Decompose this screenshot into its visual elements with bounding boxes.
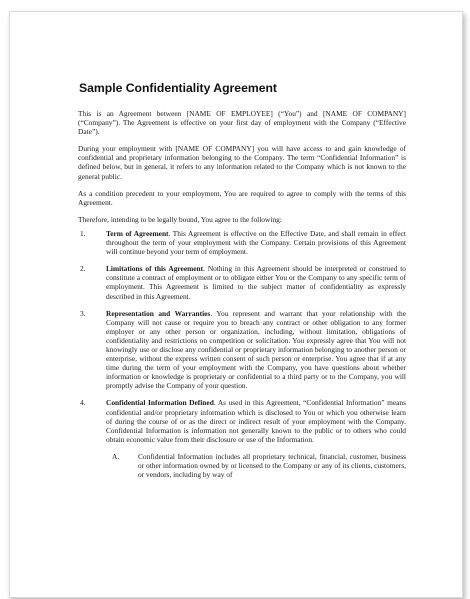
clause-number: 4. (80, 398, 86, 408)
clause-text: . You represent and warrant that your relationship with the Company will not cause or require you to breach any contract or other obligation to any former employer or any other person or organization, including, without limitation, obligations of confidentiality and restrictions on competition or solicitation. You expressly agree that You will not knowingly use or disclose any confidential or proprietary information belonging to another person or enterprise, without the express written consent of such person or enterprise. You agree that if at any time during the term of your employment with the Company, you have questions about whether information or knowledge is proprietary or confidential to a third party or to the Company, you will promptly advise the Company of your question. (106, 308, 406, 391)
clause-number: 2. (80, 264, 86, 274)
clause-text: . This Agreement is effective on the Effective Date, and shall remain in effect throughout the term of your employment with the Company. Certain provisions of this Agreement will continue beyond your term of employment. (106, 228, 406, 257)
clause-number: 1. (80, 228, 86, 238)
clause-text: . Nothing in this Agreement should be interpreted or construed to constitute a contract of employment or to obligate either You or the Company to any specific term of employment. This Agreement is limited to the subject matter of confidentiality as expressly described in this Agreement. (106, 264, 407, 301)
clause-confidential-info (78, 398, 406, 443)
access-paragraph: During your employment with [NAME OF COMPANY] you will have access to and gain knowledge of confidential and proprietary information belonging to the Company. The term “Confidential Information” is defined below, but in general, it refers to any information related to the Company which is not known to the general public. (78, 144, 406, 181)
clause-text: . As used in this Agreement, “Confidential Information” means confidential and/or proprietary information which is disclosed to You or which you otherwise learn of during the course of or as the direct or indirect result of your employment with the Company. Confidential Information is information not generally known to the public or to others who could obtain economic value from their disclosure or use of the Information. (106, 398, 406, 444)
clause-heading: Term of Agreement (106, 228, 169, 238)
therefore-paragraph: Therefore, intending to be legally bound, You agree to the following: (78, 214, 282, 224)
page-title: Sample Confidentiality Agreement (79, 81, 277, 95)
subclause-a (106, 452, 406, 479)
clause-term (78, 229, 406, 256)
intro-paragraph: This is an Agreement between [NAME OF EMPLOYEE] (“You”) and [NAME OF COMPANY] (“Company”). The Agreement is effective on your first day of employment with the Company (“Effective Date”). (78, 109, 406, 137)
clause-limitations (78, 264, 406, 300)
clause-representation (78, 309, 406, 391)
clause-heading: Representation and Warranties (106, 308, 211, 318)
document-page (9, 11, 463, 598)
condition-paragraph: As a condition precedent to your employment, You are required to agree to comply with the terms of this Agreement. (78, 188, 406, 207)
subclause-text: Confidential Information includes all proprietary technical, financial, customer, business or other information owned by or licensed to the Company or any of its clients, customers, or vendors, including by way of (138, 451, 406, 480)
clause-heading: Limitations of this Agreement (106, 264, 204, 274)
document-body (78, 109, 406, 479)
subclause-number: A. (112, 451, 120, 461)
clause-heading: Confidential Information Defined (106, 398, 214, 408)
clause-number: 3. (80, 308, 86, 318)
